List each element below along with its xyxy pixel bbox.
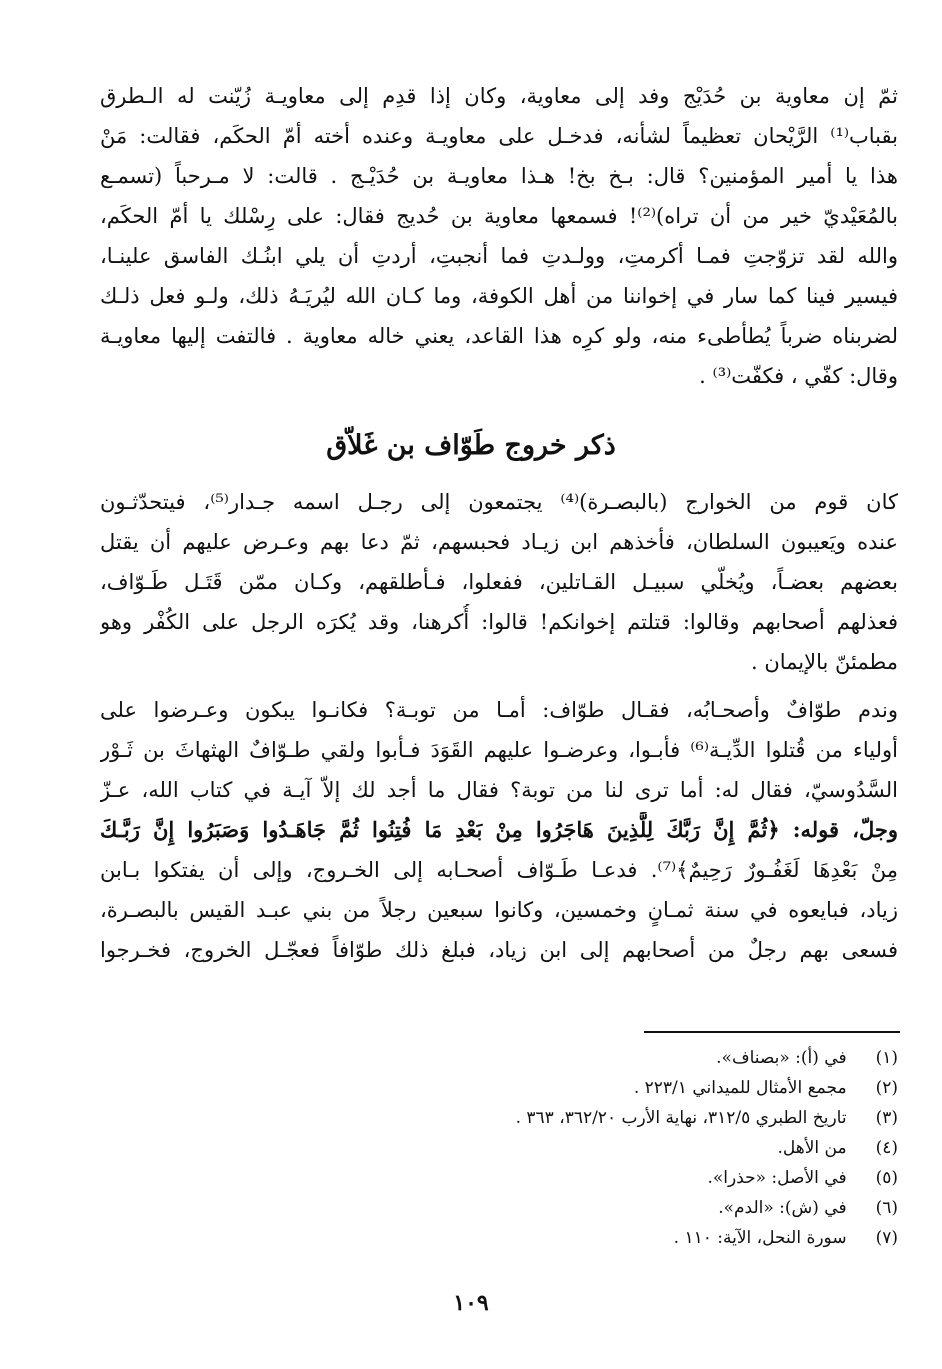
footnote-text: في (أ): «بصناف». [716,1048,847,1068]
footnote [118,1044,898,1072]
footnote-text: مجمع الأمثال للميداني ٢٢٣/١ . [633,1078,847,1098]
footnote-text: في (ش): «الدم». [718,1198,847,1218]
text-line: كان قوم من الخوارج (بالبصـرة)⁽⁴⁾ يجتمعون إلى رجـل اسمه جـدار⁽⁵⁾، فيتحدّثـون [100,490,898,514]
text-line: والله لقد تزوّجتِ فمـا أكرمتِ، وولـدتِ فما أنجبتِ، أردتِ أن يلي ابنُـك الفاسق علينـا، [100,244,898,268]
footnote [118,1164,898,1192]
footnote [118,1194,898,1222]
footnote-number: (٤) [875,1138,898,1158]
text-line: زياد، فبايعوه في سنة ثمـانٍ وخمسين، وكانوا سبعين رجلاً من بني عبـد القيس بالبصـرة، [100,898,898,922]
footnote-number: (٦) [875,1198,898,1218]
page-number: ١٠٩ [453,1290,489,1316]
text-line: فيسير فينا كما سار في إخواننا من أهل الكوفة، وما كـان الله ليُريَـهُ ذلك، ولـو فعل ذلـك [100,284,898,308]
footnote-number: (١) [875,1048,898,1068]
footnote-text: في الأصل: «حذرا». [707,1168,847,1188]
text-line: لضربناه ضرباً يُطأطىء منه، ولو كرِه هذا القاعد، يعني خاله معاوية . فالتفت إليها معاويـة [100,324,898,348]
footnote [118,1104,898,1132]
footnote [118,1134,898,1162]
footnote-number: (٧) [875,1228,898,1248]
text-line: وندم طوّافٌ وأصحـابُه، فقـال طوّاف: أمـا من توبـة؟ فكانـوا يبكون وعـرضوا على [100,698,898,722]
text-line: بعضهم بعضـاً، ويُخلّي سبيـل القـاتلين، ففعلوا، فـأطلقهم، وكـان ممّن قَتَـل طَـوّاف، [100,570,898,594]
text-line: فعذلهم أصحابهم وقالوا: قتلتم إخوانكم! قالوا: أُكرهنا، وقد يُكرَه الرجل على الكُفْر وهو [100,610,898,634]
footnote-text: تاريخ الطبري ٣١٢/٥، نهاية الأرب ٣٦٢/٢٠، ٣٦٣ . [515,1108,847,1128]
footnote [118,1074,898,1102]
quran-verse-line: وجلّ، قوله: ﴿ثُمَّ إِنَّ رَبَّكَ لِلَّذِينَ هَاجَرُوا مِنْ بَعْدِ مَا فُتِنُوا ثُمَّ جَاهَـدُوا وَصَبَرُوا إِنَّ رَبَّـكَ [100,817,898,842]
text-line: بالمُعَيْديّ خير من أن تراه)⁽²⁾! فسمعها معاوية بن حُديج فقال: على رِسْلك يا أمّ الحكَم، [100,204,898,228]
text-line: مِنْ بَعْدِهَا لَغَفُـورٌ رَحِيمٌ﴾⁽⁷⁾. فدعـا طَـوّاف أصحـابه إلى الخـروج، وإلى أن يفتكوا بـابن [100,858,898,882]
text-line: أولياء من قُتلوا الدِّيـة⁽⁶⁾ فأبـوا، وعرضـوا عليهم القَوَدَ فـأبوا ولقي طـوّافٌ الهثهاثَ بن ثَـوْر [100,738,898,762]
footnote-number: (٥) [875,1168,898,1188]
text-line: السَّدُوسيّ، فقال له: أما ترى لنا من توبة؟ فقال ما أجد لك إلاّ آيـة في كتاب الله، عـزّ [100,778,898,802]
text-line: وقال: كفّي ، فكفّت⁽³⁾ . [699,364,898,388]
footnote-text: من الأهل. [777,1138,847,1158]
text-line: ثمّ إن معاوية بن حُدَيْج وفد إلى معاوية، وكان إذا قدِم إلى معاويـة زُيّنت له الـطرق [100,84,898,108]
section-heading: ذكر خروج طَوّاف بن غَلاّق [326,430,616,461]
text-line: مطمئنّ بالإيمان . [751,650,898,674]
text-line: هذا يا أمير المؤمنين؟ قال: بـخ بخ! هـذا معاويـة بن حُدَيْـج . قالت: لا مـرحباً (تسمـع [100,164,898,188]
footnote-number: (٢) [875,1078,898,1098]
text-line: فسعى بهم رجلٌ من أصحابهم إلى ابن زياد، فبلغ ذلك طوّافاً فعجّـل الخروج، فخـرجوا [100,938,898,962]
footnote [118,1224,898,1252]
footnote-text: سورة النحل، الآية: ١١٠ . [673,1228,847,1248]
text-line: عنده ويَعيبون السلطان، فأخذهم ابن زيـاد فحبسهم، ثمّ دعا بهم وعـرض عليهم أن يقتل [100,530,898,554]
text-line: بقباب⁽¹⁾ الرَّيْحان تعظيماً لشأنه، فدخـل على معاويـة وعنده أخته أمّ الحكَم، فقالت: مَنْ [100,124,898,148]
footnote-divider [644,1031,900,1033]
footnote-number: (٣) [875,1108,898,1128]
